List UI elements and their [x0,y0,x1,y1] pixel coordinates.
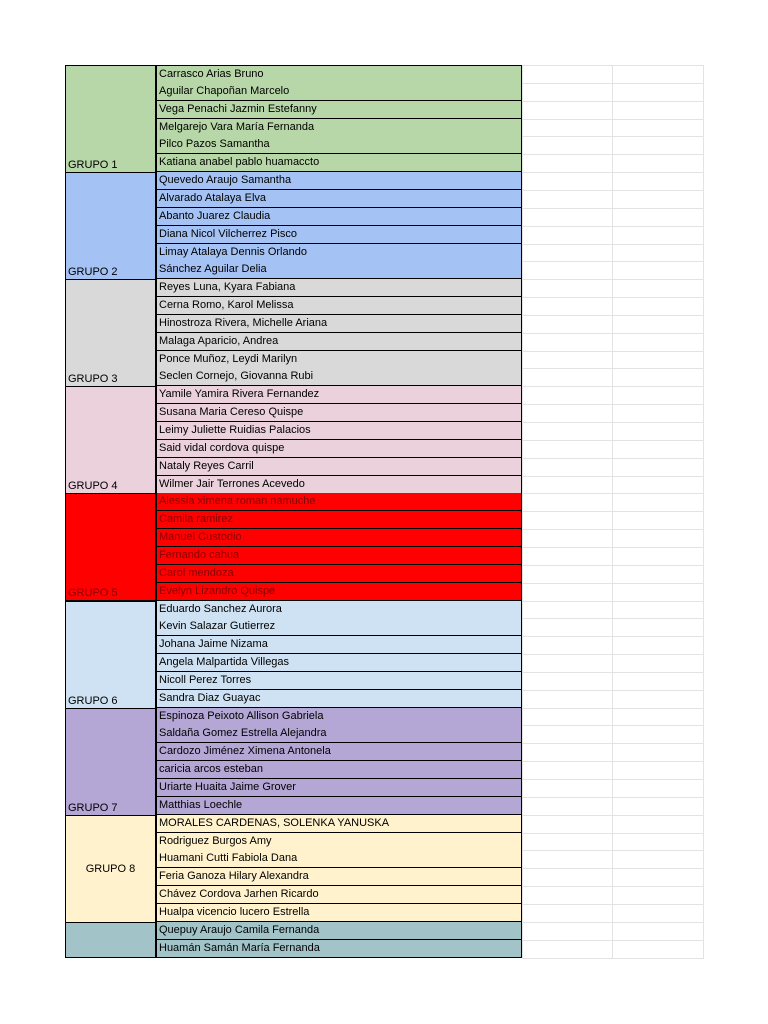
grid-line [522,601,704,602]
group-cell[interactable] [65,708,156,816]
grid-line [522,565,704,566]
member-cell[interactable]: Wilmer Jair Terrones Acevedo [156,476,522,494]
grid-line [522,583,704,584]
grid-line [522,547,704,548]
grid-line [522,422,704,423]
grid-line [522,279,704,280]
member-cell[interactable]: Manuel Custodio [156,529,522,547]
grid-line [522,493,704,494]
grid-line [522,261,704,262]
member-cell[interactable]: Carrasco Arias Bruno [156,65,522,84]
grid-line [522,101,704,102]
grid-line [522,440,704,441]
member-cell[interactable]: Fernando cahua [156,547,522,565]
grid-line [522,226,704,227]
grid-line [522,136,704,137]
member-cell[interactable]: Alessia ximena roman namuche [156,493,522,511]
member-cell[interactable]: Malaga Aparicio, Andrea [156,333,522,351]
group-label: GRUPO 1 [68,159,118,172]
member-cell[interactable]: Hualpa vicencio lucero Estrella [156,904,522,922]
member-cell[interactable]: Reyes Luna, Kyara Fabiana [156,279,522,297]
member-cell[interactable]: Sánchez Aguilar Delia [156,261,522,279]
member-cell[interactable]: Ponce Muñoz, Leydi Marilyn [156,351,522,369]
member-cell[interactable]: Diana Nicol Vilcherrez Pisco [156,226,522,244]
member-cell[interactable]: Seclen Cornejo, Giovanna Rubi [156,368,522,386]
grid-line [522,690,704,691]
group-cell[interactable] [65,279,156,387]
group-label: GRUPO 6 [68,694,118,707]
member-cell[interactable]: Katiana anabel pablo huamaccto [156,154,522,172]
grid-line [522,404,704,405]
grid-line [522,654,704,655]
grid-line [522,476,704,477]
grid-line [522,922,704,923]
grid-line [522,725,704,726]
member-cell[interactable]: Abanto Juarez Claudia [156,208,522,226]
grid-line [522,904,704,905]
member-cell[interactable]: Espinoza Peixoto Allison Gabriela [156,708,522,726]
member-cell[interactable]: Angela Malpartida Villegas [156,654,522,672]
group-cell[interactable] [65,172,156,280]
member-cell[interactable]: Aguilar Chapoñan Marcelo [156,83,522,101]
member-cell[interactable]: Vega Penachi Jazmin Estefanny [156,101,522,119]
member-cell[interactable]: Cerna Romo, Karol Melissa [156,297,522,315]
member-cell[interactable]: Carol mendoza [156,565,522,583]
grid-line [522,529,704,530]
group-label: GRUPO 4 [68,480,118,493]
member-cell[interactable]: Kevin Salazar Gutierrez [156,618,522,636]
member-cell[interactable]: Leimy Juliette Ruidias Palacios [156,422,522,440]
group-label: GRUPO 5 [68,587,118,600]
member-cell[interactable]: Nataly Reyes Carril [156,458,522,476]
grid-line [522,315,704,316]
grid-line [522,208,704,209]
member-cell[interactable]: Quevedo Araujo Samantha [156,172,522,190]
group-cell[interactable] [65,815,156,923]
grid-line [522,386,704,387]
group-cell[interactable] [65,493,156,601]
group-label: GRUPO 2 [68,266,118,279]
grid-line [522,797,704,798]
grid-line [522,868,704,869]
member-cell[interactable]: Eduardo Sanchez Aurora [156,601,522,619]
group-cell[interactable] [65,65,156,173]
group-cell[interactable] [65,386,156,494]
member-cell[interactable]: Saldaña Gomez Estrella Alejandra [156,725,522,743]
member-cell[interactable]: Nicoll Perez Torres [156,672,522,690]
member-cell[interactable]: Sandra Diaz Guayac [156,690,522,708]
group-label: GRUPO 3 [68,373,118,386]
grid-line [522,190,704,191]
grid-line [522,172,704,173]
grid-line [522,743,704,744]
member-cell[interactable]: caricia arcos esteban [156,761,522,779]
grid-line [522,779,704,780]
group-label: GRUPO 7 [68,801,118,814]
grid-line [522,65,704,66]
grid-line [522,368,704,369]
group-cell[interactable] [65,601,156,709]
member-cell[interactable]: Yamile Yamira Rivera Fernandez [156,386,522,404]
grid-line [522,886,704,887]
grid-line [522,297,704,298]
grid-line [522,511,704,512]
member-cell[interactable]: Huamán Samán María Fernanda [156,940,522,958]
grid-line [522,940,704,941]
member-cell[interactable]: Feria Ganoza Hilary Alexandra [156,868,522,886]
grid-line [522,958,704,959]
member-cell[interactable]: Cardozo Jiménez Ximena Antonela [156,743,522,761]
grid-line [522,244,704,245]
member-cell[interactable]: Quepuy Araujo Camila Fernanda [156,922,522,940]
member-cell[interactable]: Pilco Pazos Samantha [156,136,522,154]
grid-line [522,833,704,834]
grid-line [522,333,704,334]
grid-line [522,761,704,762]
grid-line [522,351,704,352]
grid-line [522,708,704,709]
member-cell[interactable]: Melgarejo Vara María Fernanda [156,119,522,137]
group-cell[interactable] [65,922,156,959]
member-cell[interactable]: MORALES CARDENAS, SOLENKA YANUSKA [156,815,522,833]
member-cell[interactable]: Limay Atalaya Dennis Orlando [156,244,522,262]
member-cell[interactable]: Rodriguez Burgos Amy [156,833,522,851]
member-cell[interactable]: Camila ramirez [156,511,522,529]
member-cell[interactable]: Hinostroza Rivera, Michelle Ariana [156,315,522,333]
member-cell[interactable]: Alvarado Atalaya Elva [156,190,522,208]
grid-line [522,119,704,120]
grid-line [522,83,704,84]
grid-line [522,618,704,619]
grid-line [522,815,704,816]
member-cell[interactable]: Chávez Cordova Jarhen Ricardo [156,886,522,904]
member-cell[interactable]: Evelyn Lizandro Quispe [156,583,522,601]
group-label: GRUPO 8 [85,862,136,875]
member-cell[interactable]: Matthias Loechle [156,797,522,815]
grid-line [522,154,704,155]
member-cell[interactable]: Johana Jaime Nizama [156,636,522,654]
grid-line [522,672,704,673]
member-cell[interactable]: Huamani Cutti Fabiola Dana [156,850,522,868]
grid-line [522,636,704,637]
grid-line [522,850,704,851]
member-cell[interactable]: Uriarte Huaita Jaime Grover [156,779,522,797]
grid-line [522,458,704,459]
member-cell[interactable]: Said vidal cordova quispe [156,440,522,458]
member-cell[interactable]: Susana Maria Cereso Quispe [156,404,522,422]
